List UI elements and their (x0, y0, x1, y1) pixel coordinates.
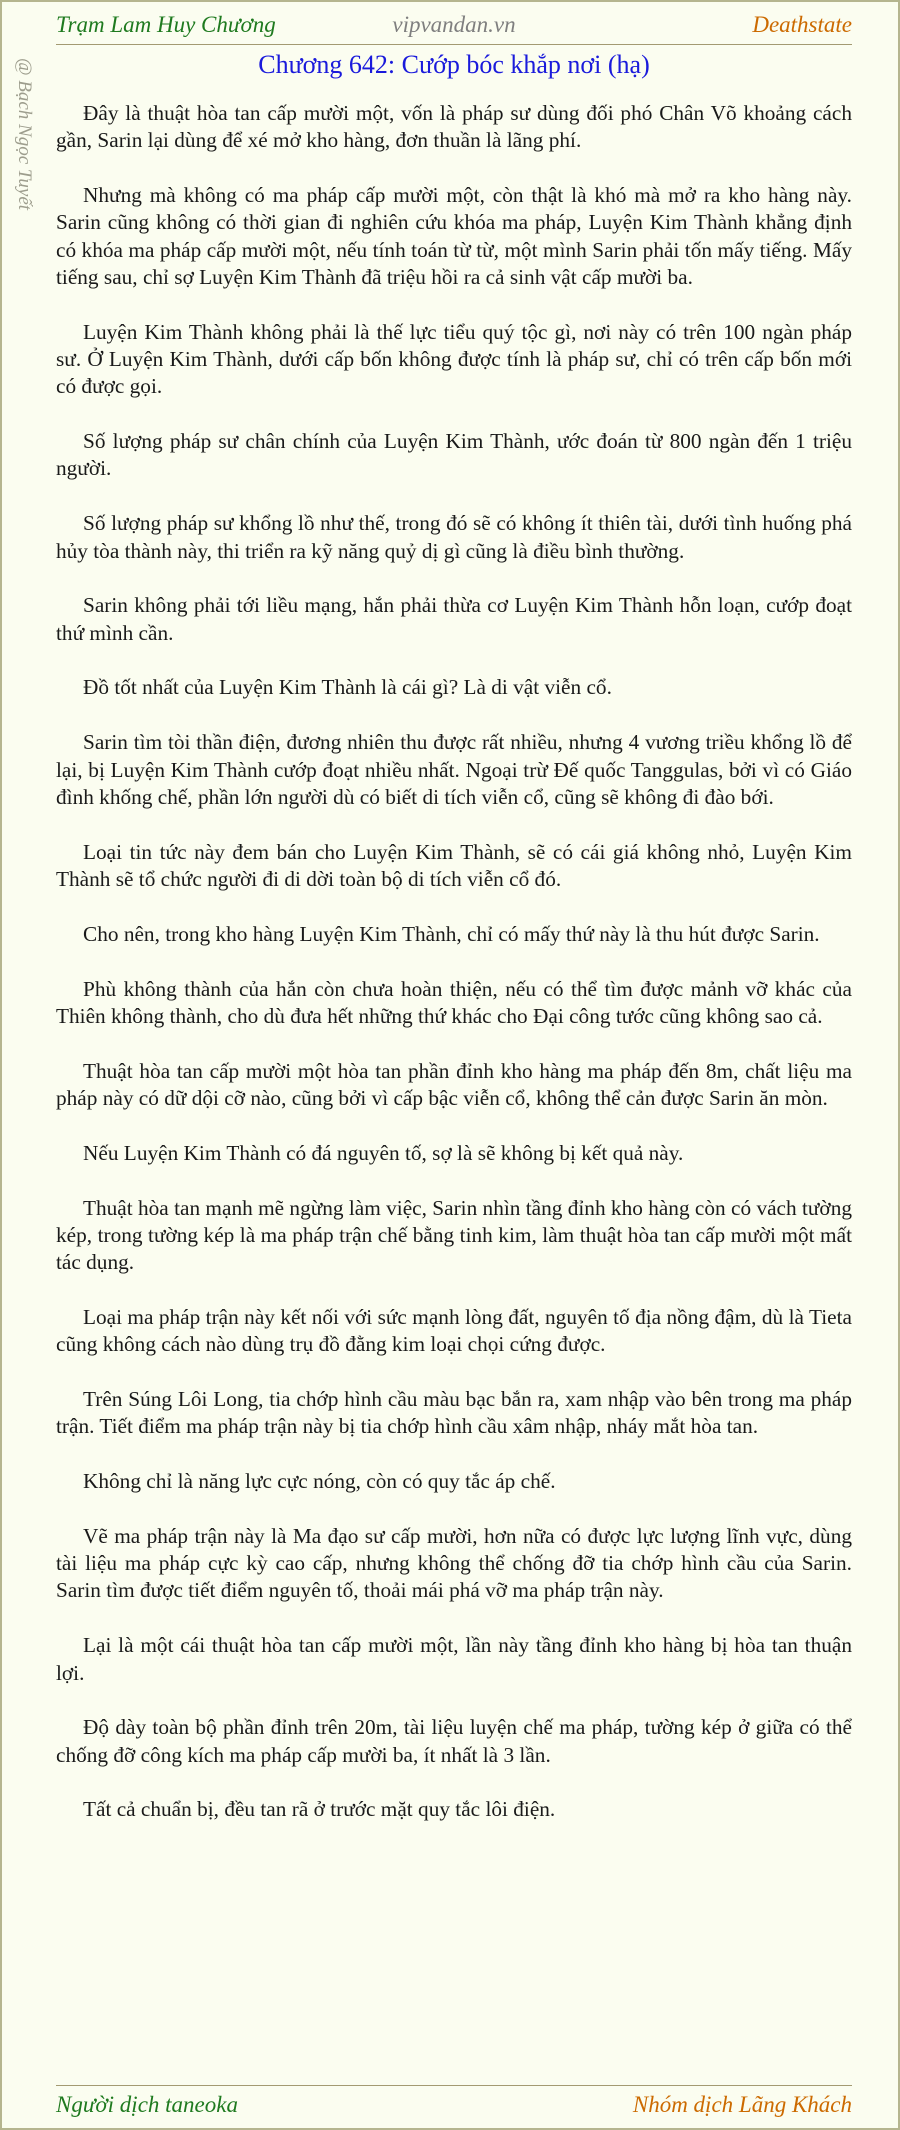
paragraph: Cho nên, trong kho hàng Luyện Kim Thành, chỉ có mấy thứ này là thu hút được Sarin. (83, 921, 820, 946)
paragraph: Đây là thuật hòa tan cấp mười một, vốn là pháp sư dùng đối phó Chân Võ khoảng cách gần, Sarin lại dùng để xé mở kho hàng, đơn thuần là lãng phí. (56, 101, 852, 153)
paragraph: Sarin tìm tòi thần điện, đương nhiên thu được rất nhiều, nhưng 4 vương triều khổng lồ để lại, bị Luyện Kim Thành cướp đoạt nhiều nhất. Ngoại trừ Đế quốc Tanggulas, bởi vì có Giáo đình khống chế, phần lớn người dù có biết di tích viễn cổ, cũng sẽ không đi đào bới. (56, 730, 852, 809)
paragraph: Vẽ ma pháp trận này là Ma đạo sư cấp mười, hơn nữa có được lực lượng lĩnh vực, dùng tài liệu ma pháp cực kỳ cao cấp, nhưng không thể chống đỡ tia chớp hình cầu của Sarin. Sarin tìm được tiết điểm nguyên tố, thoải mái phá vỡ ma pháp trận này. (56, 1523, 852, 1603)
page-header (56, 8, 852, 45)
paragraph: Số lượng pháp sư khổng lồ như thế, trong đó sẽ có không ít thiên tài, dưới tình huống phá hủy tòa thành này, thi triển ra kỹ năng quỷ dị gì cũng là điều bình thường. (56, 511, 852, 563)
paragraph: Không chỉ là năng lực cực nóng, còn có quy tắc áp chế. (83, 1469, 556, 1494)
paragraph: Lại là một cái thuật hòa tan cấp mười một, lần này tầng đỉnh kho hàng bị hòa tan thuận lợi. (56, 1633, 852, 1685)
paragraph: Loại tin tức này đem bán cho Luyện Kim Thành, sẽ có cái giá không nhỏ, Luyện Kim Thành sẽ tổ chức người đi di dời toàn bộ di tích viễn cổ đó. (56, 839, 852, 891)
paragraph: Trên Súng Lôi Long, tia chớp hình cầu màu bạc bắn ra, xam nhập vào bên trong ma pháp trận. Tiết điểm ma pháp trận này bị tia chớp hình cầu xâm nhập, nháy mắt hòa tan. (56, 1387, 852, 1439)
header-site: vipvandan.vn (392, 12, 516, 37)
paragraph: Thuật hòa tan cấp mười một hòa tan phần đỉnh kho hàng ma pháp đến 8m, chất liệu ma pháp này có dữ dội cỡ nào, cũng bởi vì cấp bậc viễn cổ, không thể cản được Sarin ăn mòn. (56, 1058, 852, 1110)
paragraph: Đồ tốt nhất của Luyện Kim Thành là cái gì? Là di vật viễn cổ. (83, 675, 612, 700)
chapter-body (56, 100, 852, 1851)
page-footer (56, 2085, 852, 2122)
paragraph: Thuật hòa tan mạnh mẽ ngừng làm việc, Sarin nhìn tầng đỉnh kho hàng còn có vách tường kép, trong tường kép là ma pháp trận chế bằng tinh kim, làm thuật hòa tan cấp mười một mất tác dụng. (56, 1195, 852, 1275)
paragraph: Số lượng pháp sư chân chính của Luyện Kim Thành, ước đoán từ 800 ngàn đến 1 triệu người. (56, 429, 852, 481)
paragraph: Tất cả chuẩn bị, đều tan rã ở trước mặt quy tắc lôi điện. (83, 1797, 556, 1822)
paragraph: Loại ma pháp trận này kết nối với sức mạnh lòng đất, nguyên tố địa nồng đậm, dù là Tieta cũng không cách nào dùng trụ đồ đằng kim loại chọi cứng được. (56, 1304, 852, 1357)
footer-group: Nhóm dịch Lãng Khách (632, 2092, 852, 2117)
paragraph: Luyện Kim Thành không phải là thế lực tiểu quý tộc gì, nơi này có trên 100 ngàn pháp sư. Ở Luyện Kim Thành, dưới cấp bốn không được tính là pháp sư, chỉ có trên cấp bốn mới có được gọi. (56, 319, 852, 399)
paragraph: Nếu Luyện Kim Thành có đá nguyên tố, sợ là sẽ không bị kết quả này. (83, 1140, 684, 1165)
paragraph: Sarin không phải tới liều mạng, hắn phải thừa cơ Luyện Kim Thành hỗn loạn, cướp đoạt thứ mình cần. (56, 593, 852, 645)
chapter-title: Chương 642: Cướp bóc khắp nơi (hạ) (258, 50, 650, 79)
header-book-title: Deathstate (752, 12, 852, 37)
paragraph: Nhưng mà không có ma pháp cấp mười một, còn thật là khó mà mở ra kho hàng này. Sarin cũng không có thời gian đi nghiên cứu khóa ma pháp, Luyện Kim Thành khẳng định có khóa ma pháp cấp mười một, nếu tính toán từ từ, một mình Sarin phải tốn mấy tiếng. Mấy tiếng sau, chỉ sợ Luyện Kim Thành đã triệu hồi ra cả sinh vật cấp mười ba. (56, 183, 852, 289)
paragraph: Độ dày toàn bộ phần đỉnh trên 20m, tài liệu luyện chế ma pháp, tường kép ở giữa có thể chống đỡ công kích ma pháp cấp mười ba, ít nhất là 3 lần. (56, 1715, 852, 1767)
side-credit: @ Bạch Ngọc Tuyết (14, 58, 35, 211)
header-author: Trạm Lam Huy Chương (56, 12, 276, 37)
footer-translator: Người dịch taneoka (56, 2092, 238, 2117)
paragraph: Phù không thành của hắn còn chưa hoàn thiện, nếu có thể tìm được mảnh vỡ khác của Thiên không thành, cho dù đưa hết những thứ khác cho Đại công tước cũng không sao cả. (56, 976, 852, 1028)
